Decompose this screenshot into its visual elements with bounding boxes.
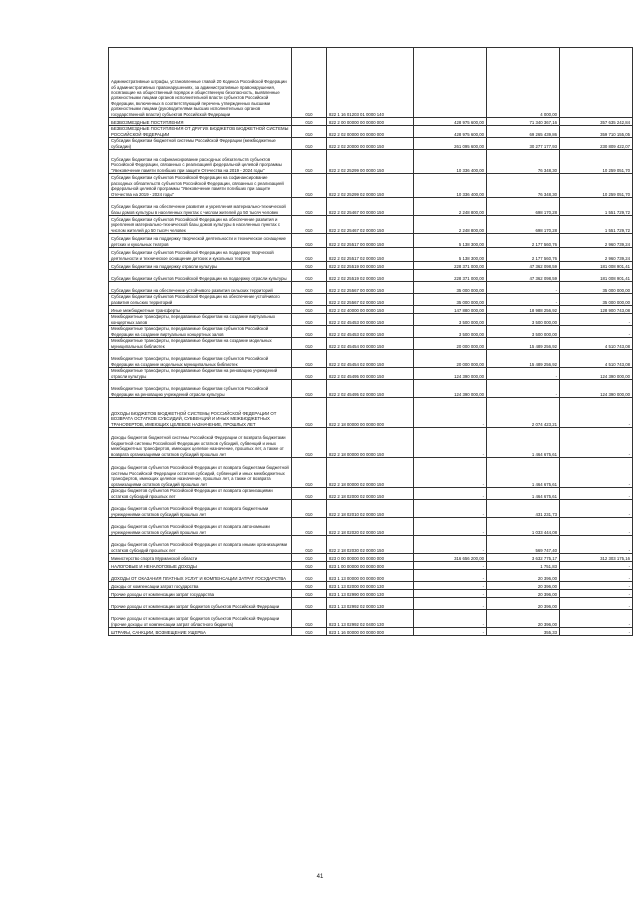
row-name-cell: Доходы бюджетов субъектов Российской Федерации от возврата бюджетными учреждениями остатков субсидий прошлых лет [109, 500, 292, 518]
table-row [109, 262, 633, 270]
row-approved-cell: 2 248 800,00 [414, 198, 487, 216]
row-approved-cell: 228 371 000,00 [414, 262, 487, 270]
row-kbk-cell: 822 2 02 25467 02 0000 150 [327, 216, 414, 234]
table-row [109, 338, 633, 350]
row-kbk-cell: 822 2 02 25567 02 0000 150 [327, 294, 414, 306]
row-unexecuted-cell [560, 48, 633, 118]
row-name-cell: Субсидии бюджетам на софинансирование расходных обязательств субъектов Российской Федерации, связанных с реализацией федеральной целевой программы "Увековечение памяти погибших при защите Отечества на 2019 - 2024 годы" [109, 150, 292, 174]
table-row [109, 314, 633, 326]
row-kbk-cell: 823 1 13 02992 02 0400 130 [327, 610, 414, 628]
row-kbk-cell: 822 2 02 25517 00 0000 150 [327, 234, 414, 248]
row-kbk-cell: 822 2 02 25467 00 0000 150 [327, 198, 414, 216]
row-approved-cell: 316 656 200,00 [414, 554, 487, 562]
table-row [109, 570, 633, 582]
row-code-cell: 010 [292, 118, 327, 126]
row-unexecuted-cell: 124 390 000,00 [560, 380, 633, 398]
row-name-cell: Доходы бюджетов бюджетной системы Российской Федерации от возврата бюджетами бюджетной системы Российской Федерации остатков субсидий, субвенций и иных межбюджетных трансфертов, имеющих целевое назначение, прошлых лет, а также от возврата организациями остатков субсидий прошлых лет [109, 428, 292, 458]
row-executed-cell: 20 396,00 [487, 598, 560, 610]
row-executed-cell: 47 362 098,59 [487, 262, 560, 270]
table-row [109, 536, 633, 554]
row-name-cell: Доходы бюджетов субъектов Российской Федерации от возврата бюджетами бюджетной системы Российской Федерации остатков субсидий, субвенций и иных межбюджетных трансфертов, имеющих целевое назначение, прошлых лет, а также от возврата организациями остатков субсидий прошлых лет [109, 458, 292, 488]
table-row [109, 198, 633, 216]
row-code-cell: 010 [292, 338, 327, 350]
row-kbk-cell: 822 2 02 45453 00 0000 150 [327, 314, 414, 326]
row-code-cell: 010 [292, 294, 327, 306]
table-row [109, 500, 633, 518]
table-row [109, 216, 633, 234]
row-executed-cell: - [487, 368, 560, 380]
row-unexecuted-cell: 2 960 739,24 [560, 234, 633, 248]
row-code-cell: 010 [292, 150, 327, 174]
row-kbk-cell: 822 2 02 25567 00 0000 150 [327, 282, 414, 294]
row-name-cell: Доходы бюджетов субъектов Российской Федерации от возврата автономными учреждениями остатков субсидий прошлых лет [109, 518, 292, 536]
row-approved-cell: - [414, 582, 487, 590]
row-executed-cell: 76 348,30 [487, 150, 560, 174]
row-kbk-cell: 822 2 02 20000 00 0000 150 [327, 138, 414, 150]
table-row [109, 380, 633, 398]
row-name-cell: Иные межбюджетные трансферты [109, 306, 292, 314]
row-executed-cell: 2 177 560,76 [487, 248, 560, 262]
row-name-cell: Прочие доходы от компенсации затрат бюджетов субъектов Российской Федерации (прочие доходы от компенсации затрат областного бюджета) [109, 610, 292, 628]
row-code-cell: 010 [292, 582, 327, 590]
row-kbk-cell: 822 2 02 25517 02 0000 150 [327, 248, 414, 262]
row-name-cell: НАЛОГОВЫЕ И НЕНАЛОГОВЫЕ ДОХОДЫ [109, 562, 292, 570]
row-code-cell: 010 [292, 458, 327, 488]
row-executed-cell: 76 348,30 [487, 174, 560, 198]
row-kbk-cell: 822 2 18 02010 02 0000 150 [327, 500, 414, 518]
row-approved-cell: - [414, 488, 487, 500]
table-row [109, 488, 633, 500]
row-executed-cell: 20 396,00 [487, 590, 560, 598]
row-unexecuted-cell: - [560, 598, 633, 610]
row-code-cell: 010 [292, 590, 327, 598]
row-kbk-cell: 822 2 00 00000 00 0000 000 [327, 118, 414, 126]
row-approved-cell: 10 336 400,00 [414, 150, 487, 174]
row-approved-cell: 3 500 000,00 [414, 326, 487, 338]
row-kbk-cell: 822 2 02 00000 00 0000 000 [327, 126, 414, 138]
row-approved-cell: - [414, 590, 487, 598]
row-code-cell: 010 [292, 518, 327, 536]
row-approved-cell: - [414, 428, 487, 458]
row-name-cell: Субсидии бюджетам субъектов Российской Федерации на поддержку творческой деятельности и техническое оснащение детских и кукольных театров [109, 248, 292, 262]
row-unexecuted-cell: - [560, 314, 633, 326]
row-approved-cell: - [414, 610, 487, 628]
table-row [109, 610, 633, 628]
row-approved-cell: 10 336 400,00 [414, 174, 487, 198]
row-name-cell: Субсидии бюджетам субъектов Российской Федерации на обеспечение развития и укрепления материально-технической базы домов культуры в населенных пунктах с числом жителей до 50 тысяч человек [109, 216, 292, 234]
row-name-cell: Административные штрафы, установленные главой 20 Кодекса Российской Федерации об административных правонарушениях, за административные правонарушения, посягающие на общественный порядок и общественную безопасность, выявленные должностными лицами органов исполнительной власти субъектов Российской Федерации, включенных в соответствующий перечень утвержденных высшими должностными лицами (руководителями высших исполнительных органов государственной власти) субъектов Российской Федерации [109, 48, 292, 118]
row-unexecuted-cell: 4 510 743,08 [560, 350, 633, 368]
row-executed-cell: 355,33 [487, 628, 560, 636]
row-code-cell: 010 [292, 628, 327, 636]
row-code-cell: 010 [292, 610, 327, 628]
row-name-cell: Межбюджетные трансферты, передаваемые бюджетам на реновацию учреждений отрасли культуры [109, 368, 292, 380]
table-row [109, 270, 633, 282]
row-code-cell: 010 [292, 262, 327, 270]
row-name-cell: Субсидии бюджетам субъектов Российской Федерации на софинансирование расходных обязательств субъектов Российской Федерации, связанных с реализацией федеральной целевой программы "Увековечение памяти погибших при защите Отечества на 2019 - 2024 годы" [109, 174, 292, 198]
row-approved-cell: 3 500 000,00 [414, 314, 487, 326]
row-kbk-cell: 823 1 13 02990 00 0000 130 [327, 590, 414, 598]
row-code-cell: 010 [292, 234, 327, 248]
row-name-cell: Прочие доходы от компенсации затрат государства [109, 590, 292, 598]
row-code-cell: 010 [292, 48, 327, 118]
row-approved-cell: 20 000 000,00 [414, 350, 487, 368]
row-unexecuted-cell: 312 303 175,16 [560, 554, 633, 562]
table-row [109, 628, 633, 636]
row-unexecuted-cell: - [560, 458, 633, 488]
table-row [109, 398, 633, 428]
row-unexecuted-cell: - [560, 610, 633, 628]
row-executed-cell: 4 000,00 [487, 48, 560, 118]
row-approved-cell: 35 000 000,00 [414, 282, 487, 294]
row-executed-cell: 15 489 256,92 [487, 338, 560, 350]
row-executed-cell: 47 362 098,59 [487, 270, 560, 282]
row-approved-cell: - [414, 570, 487, 582]
row-unexecuted-cell: - [560, 500, 633, 518]
row-name-cell: БЕЗВОЗМЕЗДНЫЕ ПОСТУПЛЕНИЯ [109, 118, 292, 126]
table-row [109, 234, 633, 248]
row-kbk-cell: 822 2 02 45495 00 0000 150 [327, 368, 414, 380]
row-approved-cell: - [414, 518, 487, 536]
row-code-cell: 010 [292, 326, 327, 338]
row-code-cell: 010 [292, 570, 327, 582]
row-name-cell: Министерство спорта Мурманской области [109, 554, 292, 562]
row-code-cell: 010 [292, 428, 327, 458]
row-code-cell: 010 [292, 198, 327, 216]
row-code-cell: 010 [292, 138, 327, 150]
row-executed-cell: 30 277 177,93 [487, 138, 560, 150]
row-name-cell: ДОХОДЫ ОТ ОКАЗАНИЯ ПЛАТНЫХ УСЛУГ И КОМПЕНСАЦИИ ЗАТРАТ ГОСУДАРСТВА [109, 570, 292, 582]
row-name-cell: Субсидии бюджетам на поддержку творческой деятельности и техническое оснащение детских и кукольных театров [109, 234, 292, 248]
row-executed-cell: 3 500 000,00 [487, 314, 560, 326]
row-executed-cell: 20 396,00 [487, 610, 560, 628]
row-approved-cell: - [414, 628, 487, 636]
row-unexecuted-cell: - [560, 536, 633, 554]
row-kbk-cell: 822 2 02 45495 02 0000 150 [327, 380, 414, 398]
row-unexecuted-cell: - [560, 582, 633, 590]
row-unexecuted-cell: - [560, 428, 633, 458]
row-executed-cell: 1 464 675,61 [487, 458, 560, 488]
row-kbk-cell: 822 2 02 40000 00 0000 150 [327, 306, 414, 314]
row-code-cell: 010 [292, 562, 327, 570]
row-unexecuted-cell: 230 809 422,07 [560, 138, 633, 150]
row-unexecuted-cell: - [560, 570, 633, 582]
row-name-cell: ШТРАФЫ, САНКЦИИ, ВОЗМЕЩЕНИЕ УЩЕРБА [109, 628, 292, 636]
row-code-cell: 010 [292, 380, 327, 398]
row-unexecuted-cell: 2 960 739,24 [560, 248, 633, 262]
row-kbk-cell: 823 0 00 00000 00 0000 000 [327, 554, 414, 562]
row-unexecuted-cell: - [560, 518, 633, 536]
row-approved-cell: 2 248 800,00 [414, 216, 487, 234]
row-name-cell: Доходы бюджетов субъектов Российской Федерации от возврата организациями остатков субсидий прошлых лет [109, 488, 292, 500]
row-executed-cell: 1 751,83 [487, 562, 560, 570]
row-approved-cell: 124 390 000,00 [414, 368, 487, 380]
row-name-cell: Субсидии бюджетам на обеспечение развития и укрепления материально-технической базы домов культуры в населенных пунктах с числом жителей до 50 тысяч человек [109, 198, 292, 216]
row-kbk-cell: 823 1 00 00000 00 0000 000 [327, 562, 414, 570]
revenue-table-body [109, 48, 633, 636]
row-kbk-cell: 822 2 18 00000 00 0000 000 [327, 398, 414, 428]
row-approved-cell: - [414, 458, 487, 488]
row-kbk-cell: 822 2 02 45454 02 0000 150 [327, 350, 414, 368]
row-code-cell: 010 [292, 598, 327, 610]
row-executed-cell: 18 988 256,92 [487, 306, 560, 314]
row-approved-cell: 428 975 600,00 [414, 118, 487, 126]
row-executed-cell: 1 033 444,08 [487, 518, 560, 536]
row-code-cell: 010 [292, 282, 327, 294]
row-code-cell: 010 [292, 398, 327, 428]
row-approved-cell [414, 48, 487, 118]
row-executed-cell: 20 396,00 [487, 570, 560, 582]
table-row [109, 294, 633, 306]
row-name-cell: Межбюджетные трансферты, передаваемые бюджетам субъектов Российской Федерации на реновацию учреждений отрасли культуры [109, 380, 292, 398]
row-name-cell: Прочие доходы от компенсации затрат бюджетов субъектов Российской Федерации [109, 598, 292, 610]
row-kbk-cell: 822 2 02 25519 02 0000 150 [327, 270, 414, 282]
row-kbk-cell: 822 2 02 45454 00 0000 150 [327, 338, 414, 350]
page-number: 41 [316, 874, 324, 880]
row-approved-cell: 428 975 600,00 [414, 126, 487, 138]
row-name-cell: Межбюджетные трансферты, передаваемые бюджетам субъектов Российской Федерации на создание виртуальных концертных залов [109, 326, 292, 338]
table-row [109, 582, 633, 590]
table-row [109, 428, 633, 458]
row-name-cell: Межбюджетные трансферты, передаваемые бюджетам на создание модельных муниципальных библиотек [109, 338, 292, 350]
row-name-cell: ДОХОДЫ БЮДЖЕТОВ БЮДЖЕТНОЙ СИСТЕМЫ РОССИЙСКОЙ ФЕДЕРАЦИИ ОТ ВОЗВРАТА ОСТАТКОВ СУБСИДИЙ, СУБВЕНЦИЙ И ИНЫХ МЕЖБЮДЖЕТНЫХ ТРАНСФЕРТОВ, ИМЕЮЩИХ ЦЕЛЕВОЕ НАЗНАЧЕНИЕ, ПРОШЛЫХ ЛЕТ [109, 398, 292, 428]
row-name-cell: Межбюджетные трансферты, передаваемые бюджетам на создание виртуальных концертных залов [109, 314, 292, 326]
row-code-cell: 010 [292, 368, 327, 380]
row-name-cell: Субсидии бюджетам субъектов Российской Федерации на поддержку отрасли культуры [109, 270, 292, 282]
row-kbk-cell: 822 2 18 00000 02 0000 150 [327, 458, 414, 488]
row-approved-cell: - [414, 562, 487, 570]
row-code-cell: 010 [292, 216, 327, 234]
row-executed-cell: 20 396,00 [487, 582, 560, 590]
row-kbk-cell: 823 1 13 00000 00 0000 000 [327, 570, 414, 582]
row-executed-cell: 431 231,73 [487, 500, 560, 518]
row-unexecuted-cell: 359 710 155,05 [560, 126, 633, 138]
row-approved-cell: - [414, 598, 487, 610]
table-row [109, 590, 633, 598]
row-unexecuted-cell: 1 551 729,72 [560, 216, 633, 234]
row-kbk-cell: 822 2 18 02000 02 0000 150 [327, 488, 414, 500]
table-row [109, 248, 633, 262]
row-executed-cell: 15 489 256,92 [487, 350, 560, 368]
row-name-cell: Субсидии бюджетам на поддержку отрасли культуры [109, 262, 292, 270]
row-name-cell: Субсидии бюджетам на обеспечение устойчивого развития сельских территорий [109, 282, 292, 294]
table-row [109, 598, 633, 610]
row-code-cell: 010 [292, 314, 327, 326]
row-code-cell: 010 [292, 500, 327, 518]
row-approved-cell: - [414, 536, 487, 554]
row-executed-cell: - [487, 294, 560, 306]
row-approved-cell: - [414, 398, 487, 428]
table-row [109, 126, 633, 138]
row-unexecuted-cell: 35 000 000,00 [560, 282, 633, 294]
row-executed-cell: 3 500 000,00 [487, 326, 560, 338]
table-row [109, 326, 633, 338]
table-row [109, 138, 633, 150]
row-unexecuted-cell: 10 259 051,70 [560, 150, 633, 174]
row-approved-cell: 5 138 300,00 [414, 234, 487, 248]
row-unexecuted-cell: 10 259 051,70 [560, 174, 633, 198]
row-code-cell: 010 [292, 350, 327, 368]
revenue-table [108, 47, 633, 636]
row-kbk-cell: 822 2 02 45453 02 0000 150 [327, 326, 414, 338]
row-unexecuted-cell: 128 900 743,08 [560, 306, 633, 314]
row-executed-cell: 569 747,40 [487, 536, 560, 554]
table-row [109, 562, 633, 570]
row-kbk-cell: 822 2 18 02020 02 0000 150 [327, 518, 414, 536]
table-row [109, 118, 633, 126]
row-code-cell: 010 [292, 174, 327, 198]
row-unexecuted-cell: - [560, 590, 633, 598]
row-unexecuted-cell: 124 390 000,00 [560, 368, 633, 380]
row-approved-cell: 147 880 000,00 [414, 306, 487, 314]
row-kbk-cell: 823 1 16 00000 00 0000 000 [327, 628, 414, 636]
row-name-cell: Субсидии бюджетам субъектов Российской Федерации на обеспечение устойчивого развития сельских территорий [109, 294, 292, 306]
row-unexecuted-cell: 181 008 901,41 [560, 270, 633, 282]
row-unexecuted-cell: - [560, 326, 633, 338]
table-row [109, 150, 633, 174]
table-row [109, 282, 633, 294]
table-row [109, 518, 633, 536]
row-approved-cell: 5 138 300,00 [414, 248, 487, 262]
row-kbk-cell: 822 2 02 25299 00 0000 150 [327, 150, 414, 174]
row-unexecuted-cell: 181 008 901,41 [560, 262, 633, 270]
table-row [109, 554, 633, 562]
row-name-cell: Доходы от компенсации затрат государства [109, 582, 292, 590]
table-row [109, 350, 633, 368]
row-code-cell: 010 [292, 248, 327, 262]
row-unexecuted-cell: 35 000 000,00 [560, 294, 633, 306]
row-executed-cell: 698 170,28 [487, 198, 560, 216]
row-unexecuted-cell: - [560, 562, 633, 570]
row-approved-cell: 261 095 600,00 [414, 138, 487, 150]
row-unexecuted-cell: 357 635 242,84 [560, 118, 633, 126]
row-name-cell: Межбюджетные трансферты, передаваемые бюджетам субъектов Российской Федерации на создание модельных муниципальных библиотек [109, 350, 292, 368]
row-code-cell: 010 [292, 488, 327, 500]
row-unexecuted-cell: - [560, 628, 633, 636]
table-row [109, 306, 633, 314]
row-kbk-cell: 823 1 13 02000 00 0000 130 [327, 582, 414, 590]
row-name-cell: Субсидии бюджетам бюджетной системы Российской Федерации (межбюджетные субсидии) [109, 138, 292, 150]
row-unexecuted-cell: - [560, 488, 633, 500]
row-executed-cell: 71 340 367,16 [487, 118, 560, 126]
row-name-cell: БЕЗВОЗМЕЗДНЫЕ ПОСТУПЛЕНИЯ ОТ ДРУГИХ БЮДЖЕТОВ БЮДЖЕТНОЙ СИСТЕМЫ РОССИЙСКОЙ ФЕДЕРАЦИИ [109, 126, 292, 138]
row-code-cell: 010 [292, 554, 327, 562]
row-code-cell: 010 [292, 306, 327, 314]
row-approved-cell: 228 371 000,00 [414, 270, 487, 282]
row-kbk-cell: 822 2 18 02030 02 0000 150 [327, 536, 414, 554]
row-kbk-cell: 822 2 02 25519 00 0000 150 [327, 262, 414, 270]
row-approved-cell: - [414, 500, 487, 518]
row-executed-cell: 1 464 675,61 [487, 428, 560, 458]
row-executed-cell: 698 170,28 [487, 216, 560, 234]
row-executed-cell: - [487, 380, 560, 398]
row-kbk-cell: 822 1 16 01203 01 0000 140 [327, 48, 414, 118]
row-unexecuted-cell: 1 551 729,72 [560, 198, 633, 216]
row-executed-cell: 2 177 560,76 [487, 234, 560, 248]
row-kbk-cell: 823 1 13 02992 02 0000 130 [327, 598, 414, 610]
row-executed-cell: - [487, 282, 560, 294]
row-approved-cell: 35 000 000,00 [414, 294, 487, 306]
row-kbk-cell: 822 2 18 00000 00 0000 150 [327, 428, 414, 458]
row-code-cell: 010 [292, 126, 327, 138]
table-row [109, 48, 633, 118]
row-executed-cell: 3 632 775,17 [487, 554, 560, 562]
row-unexecuted-cell: - [560, 398, 633, 428]
table-row [109, 174, 633, 198]
row-executed-cell: 69 265 439,86 [487, 126, 560, 138]
row-approved-cell: 124 390 000,00 [414, 380, 487, 398]
row-executed-cell: 1 464 675,61 [487, 488, 560, 500]
row-code-cell: 010 [292, 270, 327, 282]
row-kbk-cell: 822 2 02 25299 02 0000 150 [327, 174, 414, 198]
row-approved-cell: 20 000 000,00 [414, 338, 487, 350]
table-row [109, 458, 633, 488]
row-code-cell: 010 [292, 536, 327, 554]
table-row [109, 368, 633, 380]
row-unexecuted-cell: 4 510 743,08 [560, 338, 633, 350]
row-name-cell: Доходы бюджетов субъектов Российской Федерации от возврата иными организациями остатков субсидий прошлых лет [109, 536, 292, 554]
row-executed-cell: 2 074 423,21 [487, 398, 560, 428]
